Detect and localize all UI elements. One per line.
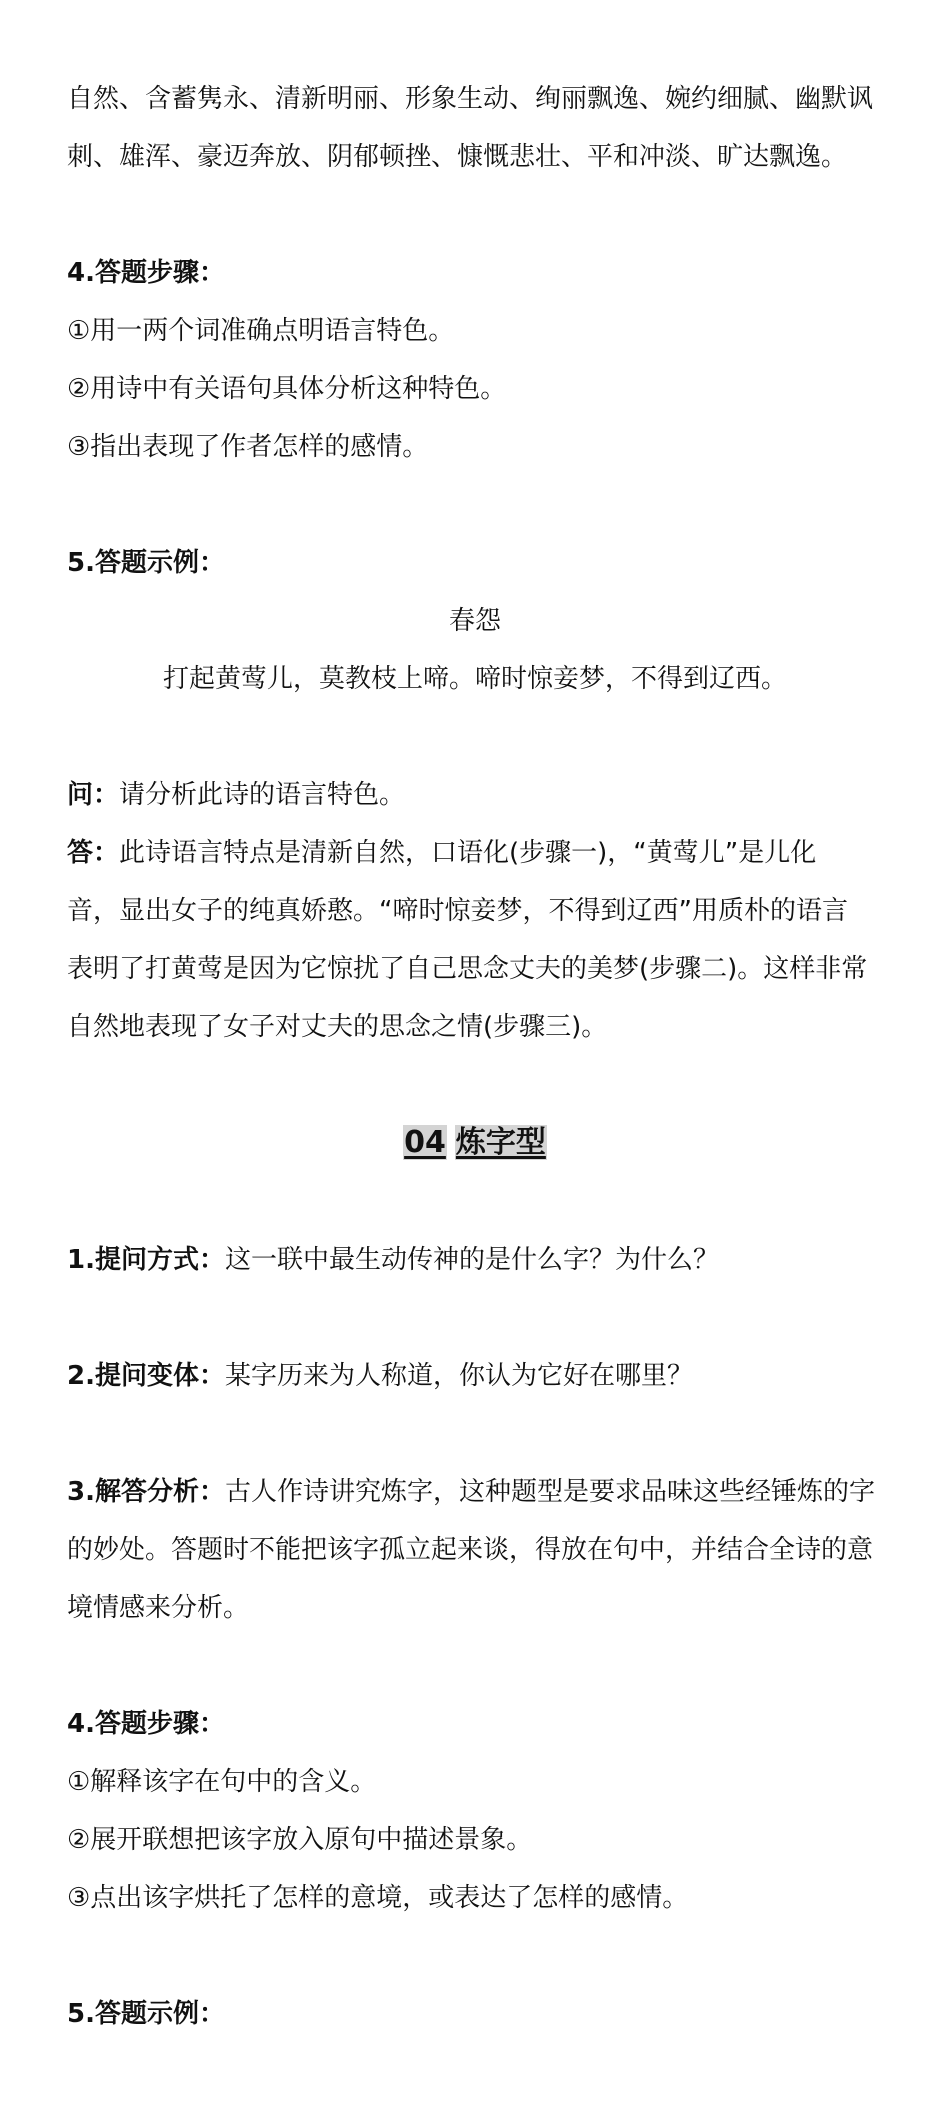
intro-line-2: 刺、雄浑、豪迈奔放、阴郁顿挫、慷慨悲壮、平和冲淡、旷达飘逸。 [67,142,848,172]
analysis-label: 3.解答分析： [67,1477,225,1507]
poem-title: 春怨 [448,606,501,636]
answer-line-3: 表明了打黄莺是因为它惊扰了自己思念丈夫的美梦(步骤二)。这样非常 [67,954,868,984]
step-item-2: ②用诗中有关语句具体分析这种特色。 [67,374,507,404]
question-label: 问： [67,780,120,810]
section-heading-text [403,1122,547,1164]
example2-title: 5.答题示例： [67,1999,225,2029]
ask-variant-text: 某字历来为人称道，你认为它好在哪里？ [224,1361,693,1391]
ask-method-label: 1.提问方式： [67,1245,225,1275]
analysis-line-3: 境情感来分析。 [67,1593,250,1623]
steps2-title: 4.答题步骤： [67,1709,225,1739]
section-title: 炼字型 [455,1125,546,1160]
steps2-item-1: ①解释该字在句中的含义。 [67,1767,377,1797]
steps2-item-3: ③点出该字烘托了怎样的意境，或表达了怎样的感情。 [67,1883,689,1913]
steps-title: 4.答题步骤： [67,258,225,288]
answer-line-4: 自然地表现了女子对丈夫的思念之情(步骤三)。 [67,1012,608,1042]
example-title: 5.答题示例： [67,548,225,578]
answer-label: 答： [67,838,120,868]
step-item-1: ①用一两个词准确点明语言特色。 [67,316,455,346]
step-item-3: ③指出表现了作者怎样的感情。 [67,432,429,462]
ask-method-text: 这一联中最生动传神的是什么字？为什么？ [224,1245,719,1275]
ask-variant-label: 2.提问变体： [67,1361,225,1391]
steps2-item-2: ②展开联想把该字放入原句中描述景象。 [67,1825,533,1855]
poem-text: 打起黄莺儿，莫教枝上啼。啼时惊妾梦，不得到辽西。 [162,664,787,694]
answer-line-2: 音，显出女子的纯真娇憨。“啼时惊妾梦，不得到辽西”用质朴的语言 [67,896,848,926]
analysis-line-1 [67,1474,887,1510]
intro-line-1: 自然、含蓄隽永、清新明丽、形象生动、绚丽飘逸、婉约细腻、幽默讽 [67,84,874,114]
question [67,777,887,813]
question-text: 请分析此诗的语言特色。 [119,780,406,810]
section-number: 04 [404,1125,446,1160]
section-heading [0,1122,950,1164]
answer-line-1 [67,835,887,871]
answer-text-1: 此诗语言特点是清新自然，口语化(步骤一)，“黄莺儿”是儿化 [119,838,817,868]
ask-variant [67,1358,887,1394]
analysis-text-1: 古人作诗讲究炼字，这种题型是要求品味这些经锤炼的字 [224,1477,875,1507]
analysis-line-2: 的妙处。答题时不能把该字孤立起来谈，得放在句中，并结合全诗的意 [67,1535,874,1565]
ask-method [67,1242,887,1278]
